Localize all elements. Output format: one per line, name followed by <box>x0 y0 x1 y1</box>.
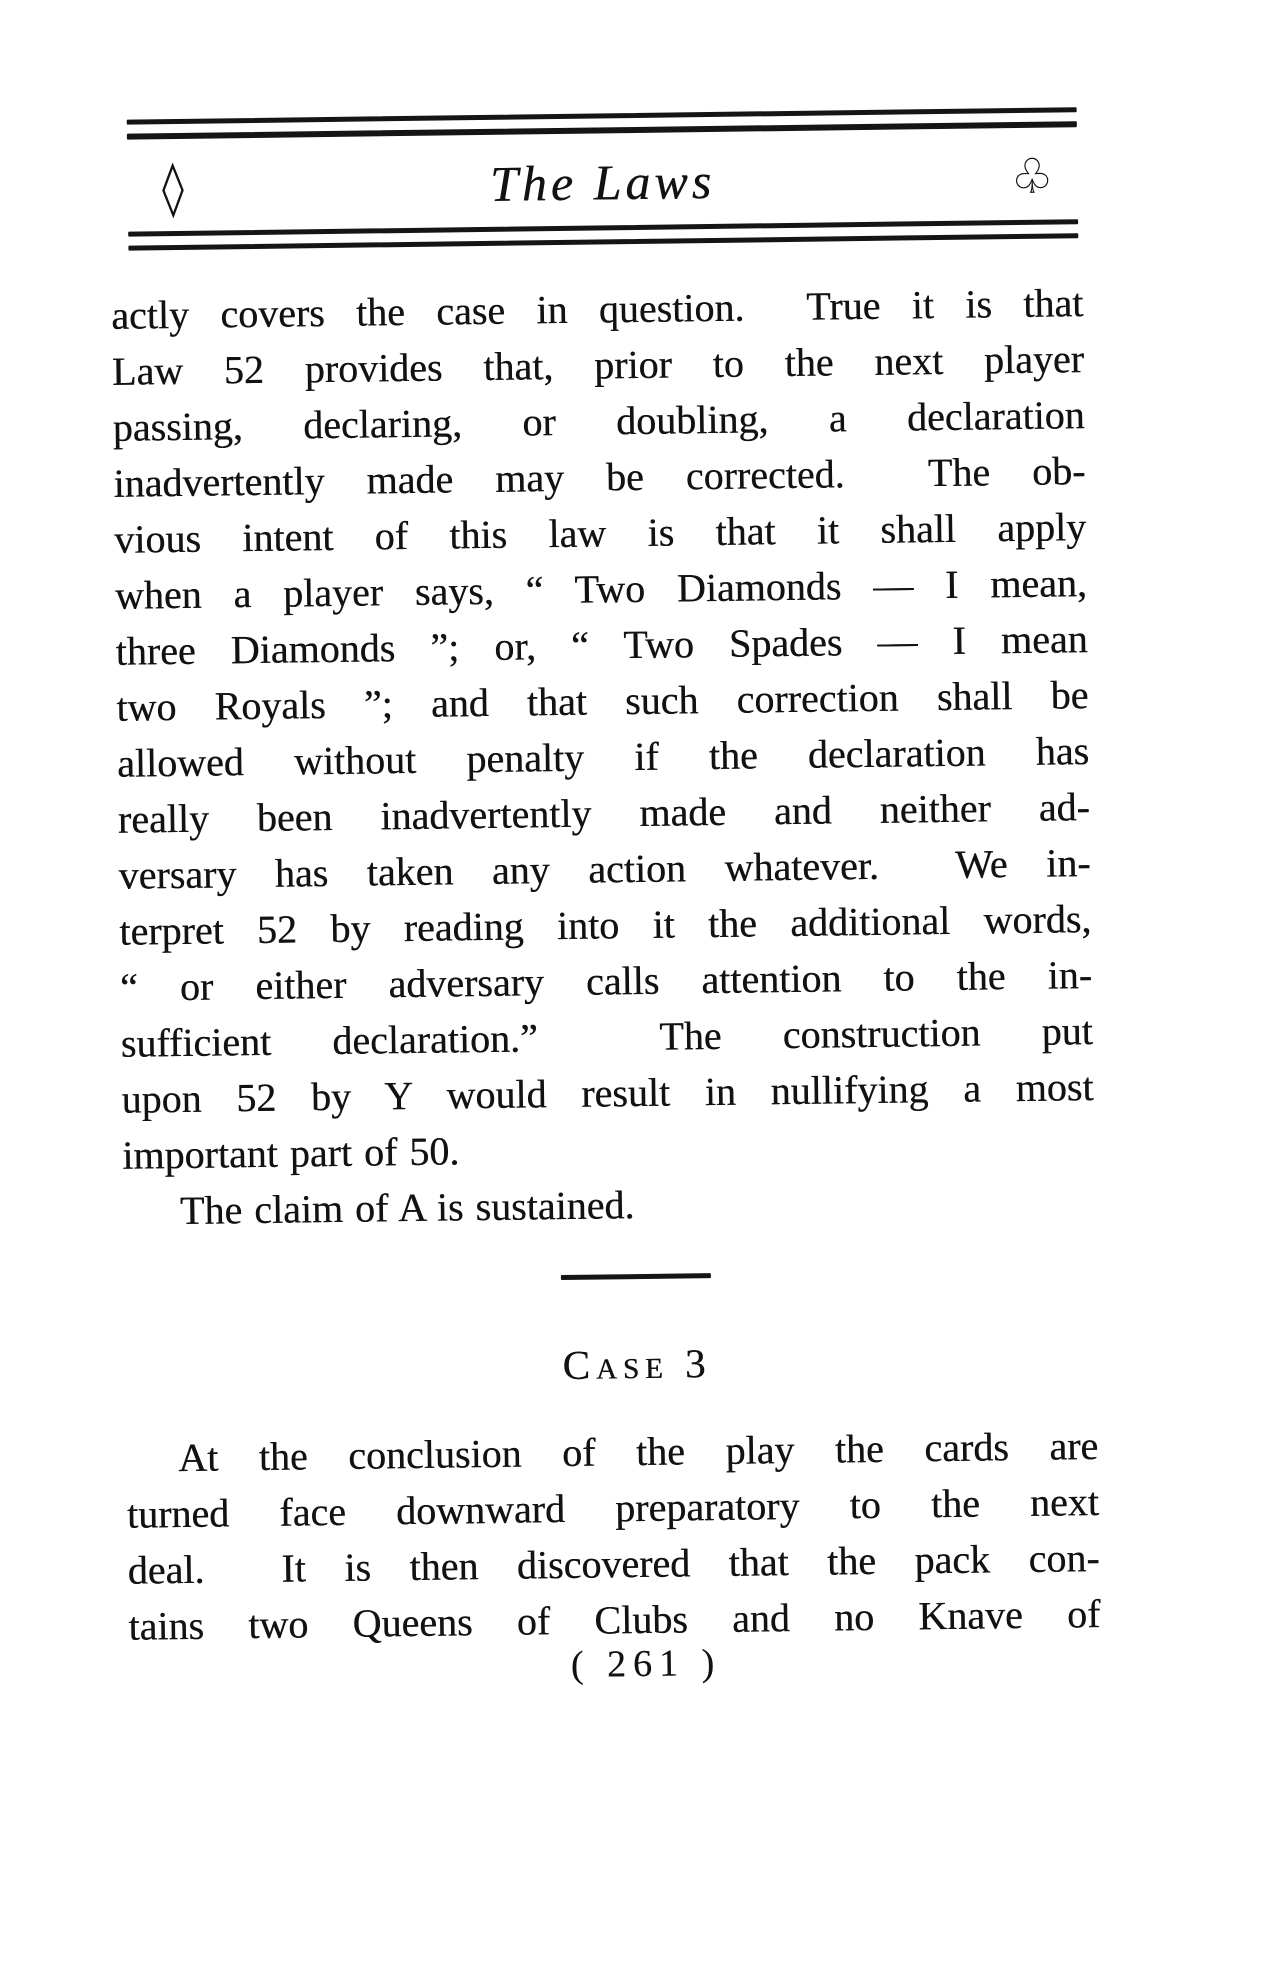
text-line: versary has taken any action whatever. We in- <box>118 840 1091 898</box>
text-line: vious intent of this law is that it shall apply <box>113 504 1087 562</box>
text-line: important part of 50. <box>121 1128 460 1178</box>
text-line: deal. It is then discovered that the pack con- <box>127 1535 1100 1593</box>
text-line: At the conclusion of the play the cards are <box>177 1423 1099 1481</box>
header-top-rule-upper <box>127 107 1077 124</box>
paragraph-case-3 <box>126 1418 1101 1655</box>
text-line-claim-sustained: The claim of A is sustained. <box>179 1182 635 1234</box>
text-line: Law 52 provides that, prior to the next player <box>111 336 1085 394</box>
section-divider-rule <box>561 1273 711 1280</box>
text-line: “ or either adversary calls attention to the in- <box>119 952 1093 1010</box>
running-head <box>127 134 1078 230</box>
page-number: ( 261 ) <box>570 1641 722 1686</box>
header-bottom-rule-lower <box>128 233 1078 250</box>
text-line: terpret 52 by reading into it the additional words, <box>119 896 1092 954</box>
text-line: actly covers the case in question. True it is that <box>110 280 1084 338</box>
diamond-suit-icon: ◊ <box>161 155 185 220</box>
paragraph-law-52 <box>111 275 1095 1240</box>
text-line: sufficient declaration.” The construction put <box>120 1008 1093 1066</box>
text-line: passing, declaring, or doubling, a declaration <box>112 392 1085 450</box>
text-line: allowed without penalty if the declaration has <box>116 728 1090 786</box>
text-line: inadvertently made may be corrected. The ob- <box>113 448 1086 506</box>
page-title: The Laws <box>489 152 716 212</box>
text-line: turned face downward preparatory to the next <box>126 1479 1100 1537</box>
text-line: tains two Queens of Clubs and no Knave of <box>128 1591 1101 1649</box>
text-line: two Royals ”; and that such correction shall be <box>116 672 1089 730</box>
club-suit-icon: ♧ <box>1010 148 1054 206</box>
text-line: really been inadvertently made and neither ad- <box>117 784 1091 842</box>
case-3-heading: Case 3 <box>562 1340 712 1389</box>
text-line: upon 52 by Y would result in nullifying a most <box>121 1064 1094 1122</box>
text-line: when a player says, “ Two Diamonds — I mean, <box>114 560 1088 618</box>
text-line: three Diamonds ”; or, “ Two Spades — I mean <box>115 616 1088 674</box>
